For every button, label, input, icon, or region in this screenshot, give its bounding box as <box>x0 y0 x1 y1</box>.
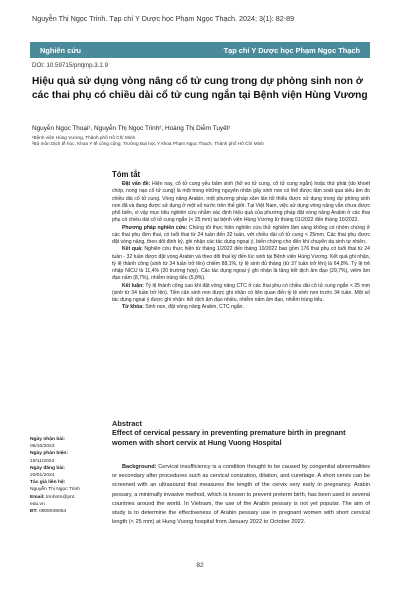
email-label: Email: <box>30 494 45 500</box>
phone-label: ĐT: <box>30 509 38 515</box>
vn-results-text: Nghiên cứu thực hiện từ tháng 1/2022 đến tháng 10/2022 bao gồm 176 thai phụ có tuổi thai từ 24 tuần - 32 tuần được đặt vòng Arabin và theo dõi thai kỳ đến lúc sinh tại Bệnh viện Hùng Vương. Kết quả ghi nhận, tỷ lệ thành công (sinh từ 34 tuần trở lên) chiếm 88,1%, tỷ lệ sinh đủ tháng (từ 37 tuần trở lên) là 64,8%. Tỷ lệ trẻ nhập NICU là 11,4% (20 trường hợp). Các tác dụng ngoại ý ghi nhận là tăng tiết dịch âm đạo (29,7%), viêm âm đạo nấm (8,7%), nhiễm trùng tiểu (5,8%). <box>112 246 370 282</box>
corresponding-author: Nguyễn Thị Ngọc Trinh <box>30 487 80 493</box>
phone-value: 0908049054 <box>38 509 67 515</box>
phone-line <box>30 508 106 515</box>
en-background-label: Background: <box>122 464 157 470</box>
vn-results-paragraph <box>112 246 370 282</box>
en-abstract-heading: Abstract <box>112 419 142 428</box>
email-line <box>30 494 106 501</box>
vn-background-text: Hiện nay, cổ tử cung yếu bẩm sinh (hở eo tử cung, cổ tử cung ngắn) hoặc thứ phát (do khoét chóp, nong nạo cổ tử cung) là một trong những nguyên nhân gây sinh non có thể được tầm soát qua siêu âm đo chiều dài cổ tử cung. Vòng nâng Arabin, một phương pháp xâm lấn tối thiểu được sử dụng trong dự phòng sinh non đã và đang được sử dụng ở một số nước trên thế giới. Tại Việt Nam, việc sử dụng vòng nâng vẫn chưa được phổ biến, vì vậy mục tiêu nghiên cứu nhằm xác định hiệu quả của phương pháp đặt vòng nâng Arabin ở các thai phụ có chiều dài cổ tử cung ngắn (< 25 mm) tại bệnh viện Hùng Vương từ tháng 01/2022 đến tháng 10/2022. <box>112 181 370 224</box>
email-value-line2[interactable]: edu.vn <box>30 501 45 507</box>
article-title: Hiệu quả sử dụng vòng nâng cổ tử cung trong dự phòng sinh non ở các thai phụ có chiều dài cổ tử cung ngắn tại Bệnh viện Hùng Vương <box>32 76 368 101</box>
vn-abstract-heading: Tóm tắt <box>112 170 141 179</box>
vn-keywords-text: Sinh non, đặt vòng nâng Arabin, CTC ngắn. <box>145 304 244 311</box>
article-info-sidebar <box>30 436 106 515</box>
corresponding-author-label: Tác giả liên hệ: <box>30 480 66 486</box>
en-title: Effect of cervical pessary in preventing premature birth in pregnant women with short cervix at Hung Vuong Hospital <box>112 428 346 447</box>
en-background-text: Cervical insufficiency is a condition thought to be caused by congenital abnormalities or secondary after procedures such as cervical conization, dilation, and curettage. A short cervix can be screened with an ultrasound that measures the length of the cervix very early in pregnancy. Arabin pessary, a minimally invasive method, which is known to prevent preterm birth, has been used in several countries around the world. In Vietnam, the use of the Arabin pessary is not yet popular. The aim of study is to determine the effectiveness of Arabin pessary use in pregnant women with short cervical length (< 25 mm) at Hung Vuong hospital from January 2022 to October 2022. <box>112 464 370 526</box>
doi[interactable]: DOI: 10.59715/pntjmp.3.1.9 <box>32 62 109 69</box>
en-background-paragraph <box>112 463 370 527</box>
received-date: 06/10/2023 <box>30 444 55 450</box>
author-list: Nguyễn Ngọc Thoại¹, Nguyễn Thị Ngọc Trinh², Hoàng Thị Diễm Tuyết¹ <box>32 125 231 132</box>
page-number: 82 <box>196 562 204 569</box>
vn-methods-text: Chúng tôi thực hiện nghiên cứu thử nghiệm lâm sàng không có nhóm chứng ở các thai phụ đơn thai, có tuổi thai từ 24 tuần đến 32 tuần, với chiều dài cổ tử cung < 25mm. Các thai phụ được đặt vòng nâng, theo dõi định kỳ, ghi nhận các tác dụng ngoại ý, biến chứng cho đến khi chuyển dạ sinh tự nhiên. <box>112 224 370 245</box>
vn-conclusion-label: Kết luận: <box>122 282 144 289</box>
vn-methods-paragraph <box>112 225 370 247</box>
published-label: Ngày đăng bài: <box>30 465 66 471</box>
affiliation-2: ²Bộ môn Dịch tễ học, Khoa Y tế công cộng, Trường Đại học Y khoa Phạm Ngọc Thạch, Thành phố Hồ Chí Minh <box>32 141 264 146</box>
banner-journal-name: Tạp chí Y Dược học Phạm Ngọc Thạch <box>223 45 360 55</box>
vn-background-paragraph <box>112 181 370 225</box>
reviewed-label: Ngày phản biện: <box>30 451 69 457</box>
journal-citation: Nguyễn Thị Ngọc Trinh. Tạp chí Y Dược học Phạm Ngọc Thạch. 2024; 3(1): 82-89 <box>32 14 295 23</box>
received-label: Ngày nhận bài: <box>30 437 66 442</box>
banner-article-type: Nghiên cứu <box>40 45 82 55</box>
vn-keywords-paragraph <box>112 304 370 311</box>
vn-abstract <box>112 181 370 312</box>
published-date: 20/01/2024 <box>30 473 55 479</box>
vn-methods-label: Phương pháp nghiên cứu: <box>122 224 188 231</box>
vn-conclusion-paragraph <box>112 283 370 305</box>
section-banner <box>30 42 370 58</box>
affiliation-1: ¹Bệnh viện Hùng Vương, Thành phố Hồ Chí Minh <box>32 135 136 140</box>
vn-results-label: Kết quả: <box>122 246 143 253</box>
reviewed-date: 19/11/2023 <box>30 458 55 464</box>
vn-background-label: Đặt vấn đề: <box>122 181 151 187</box>
vn-keywords-label: Từ khóa: <box>122 304 144 311</box>
vn-conclusion-text: Tỷ lệ thành công cao khi đặt vòng nâng CTC ở các thai phụ có chiều dài cổ tử cung ngắn < 25 mm (sinh từ 34 tuần trở lên). Tiền căn sinh non được ghi nhận có liên quan đến tỷ lệ sinh non trước 34 tuần. Một số tác dụng ngoại ý được ghi nhận: tiết dịch âm đạo nhiều, nhiễm nấm âm đạo, nhiễm trùng tiểu. <box>112 282 370 303</box>
email-value-line1[interactable]: trinhntn@pnt. <box>46 494 76 500</box>
